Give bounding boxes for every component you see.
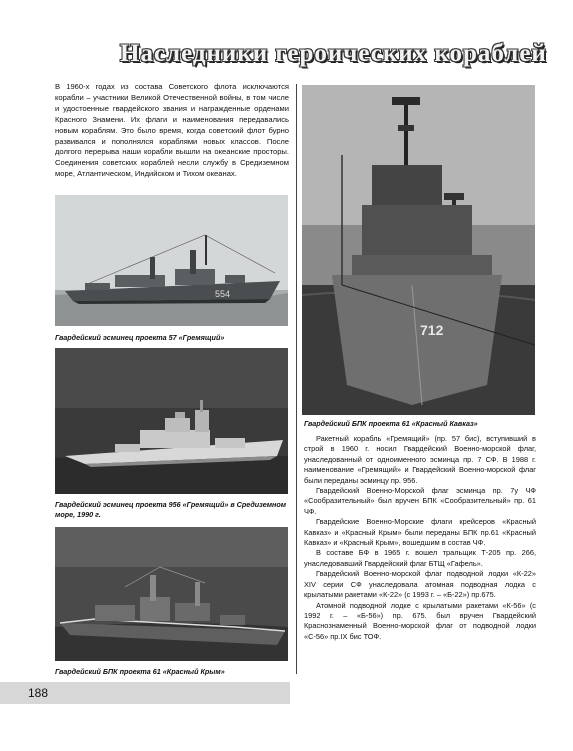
caption-photo1: Гвардейский эсминец проекта 57 «Гремящий» <box>55 333 225 342</box>
page-number: 188 <box>28 686 49 700</box>
intro-paragraph: В 1960-х годах из состава Советского флота исключаются корабли – участники Великой Отечественной войны, в том числе и удостоенные гвардейского звания и награжденные орденами Красного Знамени. Их флаги и наименования передавались новым кораблям. Это было время, когда советский флот бурно развивался и пополнялся кораблями новых классов. После долгого перерыва наши корабли вышли на океанские просторы. Соединения советских кораблей несли службу в Средиземном море, Атлантическом, Индийском и Тихом океанах. <box>55 82 289 179</box>
caption-photo2: Гвардейский эсминец проекта 956 «Гремящий» в Средиземном море, 1990 г. <box>55 500 287 519</box>
right-column-text <box>304 434 536 642</box>
right-paragraph-3: Гвардейские Военно-Морские флаги крейсеров «Красный Кавказ» и «Красный Крым» были переданы БПК пр.61 «Красный Кавказ» и «Красный Крым», вошедшим в состав ЧФ. <box>304 517 536 548</box>
photo-bpk-krasny-krym <box>55 527 288 661</box>
hull-number-554: 554 <box>215 289 231 299</box>
caption-photo-large: Гвардейский БПК проекта 61 «Красный Кавказ» <box>304 419 478 428</box>
right-paragraph-5: Гвардейский Военно-морской флаг подводной лодки «К-22» XIV серии СФ унаследовала атомная подводная лодка с крылатыми ракетами «К-22» (с 1993 г. – «Б-22») пр.675. <box>304 569 536 600</box>
photo-destroyer-gremyashchiy-57 <box>55 195 288 326</box>
right-paragraph-4: В составе БФ в 1965 г. вошел тральщик Т-205 пр. 266, унаследовавший Гвардейский флаг БТЩ «Гафель». <box>304 548 536 568</box>
hull-number-712: 712 <box>420 322 444 338</box>
right-paragraph-1: Ракетный корабль «Гремящий» (пр. 57 бис), вступивший в строй в 1960 г. носил Гвардейский Военно-морской флаг, унаследованный от одноименного эсминца пр. 7 СФ. В 1988 г. наименование «Гремящий» и Гвардейский Военно-морской флаг были переданы эсминцу пр. 956. <box>304 434 536 485</box>
caption-photo3: Гвардейский БПК проекта 61 «Красный Крым» <box>55 667 225 676</box>
right-paragraph-6: Атомной подводной лодке с крылатыми ракетами «К-56» (с 1992 г. – «Б-56») пр. 675. был вручен Гвардейский Краснознаменный Военно-морской флаг от подводной лодки «С-56» пр.IX бис ТОФ. <box>304 600 536 641</box>
photo-bpk-krasny-kavkaz <box>302 85 535 415</box>
page-title: Наследники героических кораблей <box>120 40 547 67</box>
right-paragraph-2: Гвардейский Военно-Морской флаг эсминца пр. 7у ЧФ «Сообразительный» был вручен БПК «Сообразительный» пр. 61 ЧФ. <box>304 486 536 516</box>
photo-destroyer-gremyashchiy-956 <box>55 348 288 494</box>
column-divider <box>296 84 297 674</box>
